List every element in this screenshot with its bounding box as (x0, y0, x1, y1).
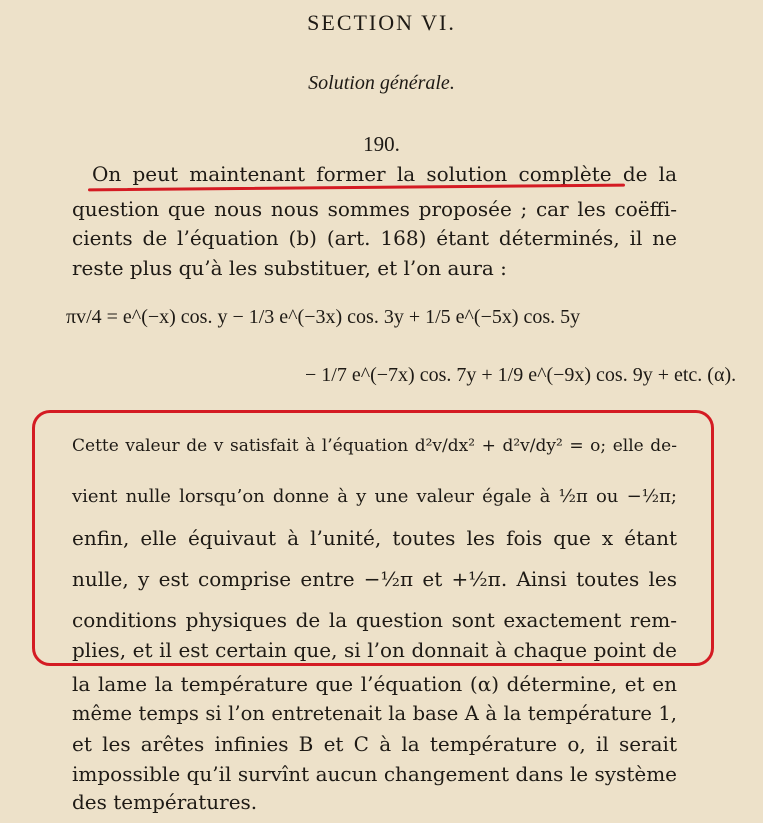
paragraph2-line-11: des températures. (72, 790, 258, 814)
paragraph1-line-3: cients de l’équation (b) (art. 168) étant déterminés, il ne (72, 226, 677, 250)
paragraph2-line-1: Cette valeur de v satisfait à l’équation d²v/dx² + d²v/dy² = o; elle de- (72, 436, 677, 456)
section-subtitle: Solution générale. (308, 72, 455, 94)
article-number: 190. (363, 132, 400, 156)
paragraph1-line-1: On peut maintenant former la solution complète de la (92, 162, 677, 186)
paragraph2-line-7: la lame la température que l’équation (α) détermine, et en (72, 672, 677, 696)
paragraph1-line-4: reste plus qu’à les substituer, et l’on aura : (72, 256, 507, 280)
paragraph1-line-2: question que nous nous sommes proposée ; car les coëffi- (72, 197, 677, 221)
paragraph2-line-10: impossible qu’il survînt aucun changement dans le système (72, 762, 677, 786)
paragraph2-line-5: conditions physiques de la question sont exactement rem- (72, 608, 677, 632)
paragraph2-line-3: enfin, elle équivaut à l’unité, toutes les fois que x étant (72, 526, 677, 550)
paragraph2-line-6: plies, et il est certain que, si l’on donnait à chaque point de (72, 638, 677, 662)
paragraph2-line-2: vient nulle lorsqu’on donne à y une valeur égale à ½π ou −½π; (72, 486, 677, 507)
equation-line-2: − 1/7 e^(−7x) cos. 7y + 1/9 e^(−9x) cos. 9y + etc. (α). (305, 364, 737, 386)
paragraph2-line-9: et les arêtes infinies B et C à la température o, il serait (72, 732, 677, 756)
paragraph2-line-4: nulle, y est comprise entre −½π et +½π. Ainsi toutes les (72, 567, 677, 591)
paragraph2-line-8: même temps si l’on entretenait la base A à la température 1, (72, 702, 677, 725)
section-heading: SECTION VI. (307, 10, 456, 35)
equation-line-1: πv/4 = e^(−x) cos. y − 1/3 e^(−3x) cos. 3y + 1/5 e^(−5x) cos. 5y (66, 306, 581, 328)
